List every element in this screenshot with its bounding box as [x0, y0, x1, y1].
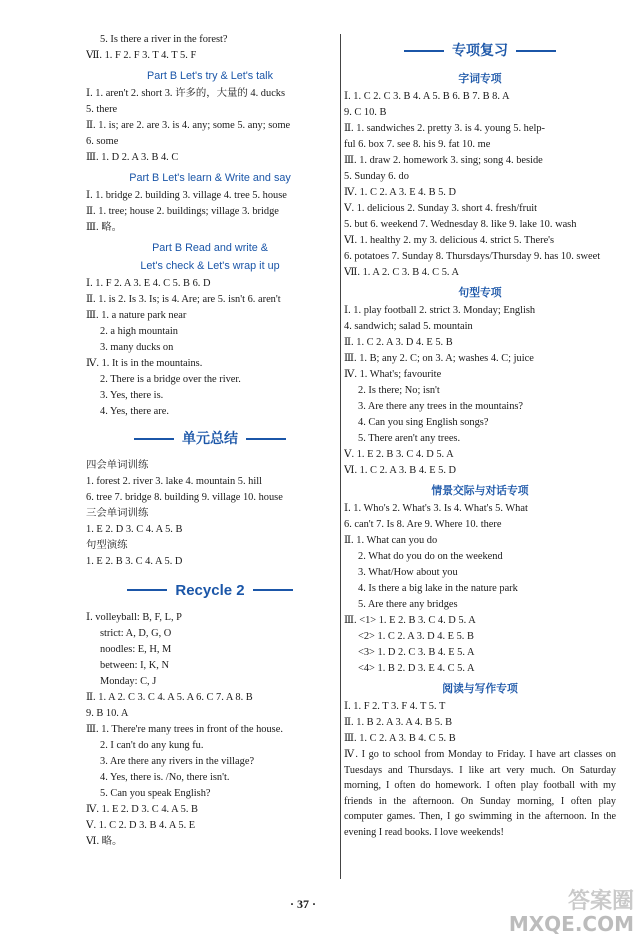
answer-line: Ⅲ. <1> 1. E 2. B 3. C 4. D 5. A: [344, 615, 476, 626]
answer-line: Ⅲ. 1. There're many trees in front of the house.: [86, 724, 283, 735]
answer-line: 9. B 10. A: [86, 708, 129, 719]
answer-line: 4. Is there a big lake in the nature park: [358, 583, 518, 594]
answer-line: <3> 1. D 2. C 3. B 4. E 5. A: [358, 647, 475, 658]
answer-line: Ⅲ. 1. B; any 2. C; on 3. A; washes 4. C; juice: [344, 353, 534, 364]
answer-line: 4. sandwich; salad 5. mountain: [344, 321, 473, 332]
unit-summary-title: 单元总结: [182, 431, 238, 447]
special-review-heading: [344, 36, 616, 66]
answer-line: Ⅳ. 1. It is in the mountains.: [86, 358, 203, 369]
answer-line: 3. Yes, there is.: [100, 390, 164, 401]
section-heading-sentence: 句型专项: [458, 287, 502, 299]
answer-line: Ⅰ. 1. C 2. C 3. B 4. A 5. B 6. B 7. B 8. A: [344, 91, 510, 102]
answer-line: 5. There aren't any trees.: [358, 433, 461, 444]
answer-line: 5. there: [86, 104, 118, 115]
column-divider: [340, 34, 341, 879]
top-answers: [86, 32, 334, 64]
answer-line: 6. can't 7. Is 8. Are 9. Where 10. there: [344, 519, 502, 530]
recycle-answers: [86, 610, 334, 850]
answer-line: Ⅶ. 1. A 2. C 3. B 4. C 5. A: [344, 267, 460, 278]
answer-line: Ⅱ. 1. C 2. A 3. D 4. E 5. B: [344, 337, 453, 348]
watermark-logo: [509, 891, 634, 935]
section-heading-part-b-learn-write: Part B Let's learn & Write and say: [129, 172, 291, 184]
answer-line: 3. many ducks on: [100, 342, 174, 353]
answer-line: Ⅴ. 1. delicious 2. Sunday 3. short 4. fresh/fruit: [344, 203, 538, 214]
answer-line: Ⅰ. volleyball: B, F, L, P: [86, 612, 182, 623]
unit-summary-label-3: 句型演练: [86, 540, 128, 551]
essay-paragraph: Ⅳ. I go to school from Monday to Friday. I have art classes on Tuesdays and Thursdays. I like art very much. On Saturday morning, I often do homework. I often play football with my friends in the afternoon. On Sunday morning, I often play computer games. Then, I go swimming in the afternoon. In the evening I read books. I love weekends!: [344, 749, 616, 838]
answer-line: Ⅱ. 1. tree; house 2. buildings; village 3. bridge: [86, 206, 279, 217]
answer-line: 1. E 2. B 3. C 4. A 5. D: [86, 556, 183, 567]
answer-line: 1. E 2. D 3. C 4. A 5. B: [86, 524, 183, 535]
dialogue-answers: [344, 501, 616, 677]
answer-line: noodles: E, H, M: [100, 644, 172, 655]
answer-line: ful 6. box 7. see 8. his 9. fat 10. me: [344, 139, 491, 150]
answer-line: <4> 1. B 2. D 3. E 4. C 5. A: [358, 663, 475, 674]
answer-line: 2. a high mountain: [100, 326, 178, 337]
left-column: [86, 32, 334, 850]
part-b-try-talk-answers: [86, 86, 334, 166]
answer-line: 2. There is a bridge over the river.: [100, 374, 241, 385]
heading-rule-right: [253, 589, 293, 591]
unit-summary-label-2: 三会单词训练: [86, 508, 149, 519]
heading-rule-right: [516, 50, 556, 52]
vocab-answers: [344, 89, 616, 281]
answer-line: Ⅵ. 1. C 2. A 3. B 4. E 5. D: [344, 465, 457, 476]
watermark-line-2: MXQE.COM: [508, 912, 634, 936]
heading-rule-left: [127, 589, 167, 591]
answer-line: 5. but 6. weekend 7. Wednesday 8. like 9. lake 10. wash: [344, 219, 577, 230]
recycle-heading: [86, 574, 334, 606]
answer-line: 3. What/How about you: [358, 567, 458, 578]
answer-line: 2. I can't do any kung fu.: [100, 740, 204, 751]
answer-line: Ⅰ. 1. bridge 2. building 3. village 4. tree 5. house: [86, 190, 287, 201]
unit-summary-answers-2: [86, 522, 334, 538]
answer-line: Ⅶ. 1. F 2. F 3. T 4. T 5. F: [86, 50, 197, 61]
right-column: [344, 32, 616, 841]
answer-line: Ⅲ. 1. D 2. A 3. B 4. C: [86, 152, 179, 163]
answer-line: Ⅵ. 1. healthy 2. my 3. delicious 4. strict 5. There's: [344, 235, 555, 246]
answer-line: Monday: C, J: [100, 676, 157, 687]
answer-line: Ⅰ. 1. aren't 2. short 3. 许多的，大量的 4. ducks: [86, 88, 286, 99]
answer-line: Ⅳ. 1. E 2. D 3. C 4. A 5. B: [86, 804, 198, 815]
answer-line: 6. potatoes 7. Sunday 8. Thursdays/Thursday 9. has 10. sweet: [344, 251, 601, 262]
unit-summary-label-1: 四会单词训练: [86, 460, 149, 471]
answer-line: 6. some: [86, 136, 119, 147]
answer-line: 5. Sunday 6. do: [344, 171, 409, 182]
answer-line: 4. Yes, there are.: [100, 406, 169, 417]
answer-line: Ⅱ. 1. is 2. Is 3. Is; is 4. Are; are 5. isn't 6. aren't: [86, 294, 281, 305]
answer-line: 3. Are there any trees in the mountains?: [358, 401, 524, 412]
section-heading-reading: 阅读与写作专项: [442, 683, 518, 695]
unit-summary-answers-3: [86, 554, 334, 570]
answer-line: 6. tree 7. bridge 8. building 9. village 10. house: [86, 492, 283, 503]
answer-line: Ⅴ. 1. E 2. B 3. C 4. D 5. A: [344, 449, 454, 460]
answer-line: Ⅳ. 1. C 2. A 3. E 4. B 5. D: [344, 187, 456, 198]
answer-line: 4. Can you sing English songs?: [358, 417, 489, 428]
reading-answers: [344, 699, 616, 747]
answer-line: 5. Is there a river in the forest?: [100, 34, 228, 45]
answer-line: Ⅰ. 1. F 2. T 3. F 4. T 5. T: [344, 701, 446, 712]
answer-line: 3. Are there any rivers in the village?: [100, 756, 255, 767]
watermark-line-1: 答案圈: [567, 889, 634, 914]
answer-line: between: I, K, N: [100, 660, 169, 671]
page-number: · 37 ·: [290, 897, 317, 911]
answer-line: Ⅲ. 1. a nature park near: [86, 310, 187, 321]
sentence-answers: [344, 303, 616, 479]
part-b-read-write-answers: [86, 276, 334, 420]
heading-rule-right: [246, 438, 286, 440]
answer-line: 4. Yes, there is. /No, there isn't.: [100, 772, 230, 783]
answer-line: 2. Is there; No; isn't: [358, 385, 440, 396]
section-heading-part-b-read-write: Part B Read and write &: [152, 242, 268, 254]
answer-line: Ⅱ. 1. What can you do: [344, 535, 438, 546]
answer-line: 9. C 10. B: [344, 107, 387, 118]
section-heading-vocab: 字词专项: [458, 73, 502, 85]
answer-line: Ⅱ. 1. sandwiches 2. pretty 3. is 4. young 5. help-: [344, 123, 545, 134]
answer-line: Ⅲ. 1. C 2. A 3. B 4. C 5. B: [344, 733, 456, 744]
answer-line: Ⅲ. 1. draw 2. homework 3. sing; song 4. beside: [344, 155, 543, 166]
answer-line: Ⅰ. 1. play football 2. strict 3. Monday; English: [344, 305, 536, 316]
answer-line: Ⅱ. 1. is; are 2. are 3. is 4. any; some 5. any; some: [86, 120, 291, 131]
part-b-learn-write-answers: [86, 188, 334, 236]
answer-line: Ⅱ. 1. B 2. A 3. A 4. B 5. B: [344, 717, 453, 728]
answer-line: 2. What do you do on the weekend: [358, 551, 503, 562]
answer-line: 5. Can you speak English?: [100, 788, 211, 799]
answer-line: 1. forest 2. river 3. lake 4. mountain 5. hill: [86, 476, 263, 487]
recycle-title: Recycle 2: [175, 582, 245, 599]
answer-line: Ⅰ. 1. F 2. A 3. E 4. C 5. B 6. D: [86, 278, 211, 289]
unit-summary-heading: [86, 424, 334, 454]
heading-rule-left: [134, 438, 174, 440]
answer-line: 5. Are there any bridges: [358, 599, 458, 610]
answer-line: strict: A, D, G, O: [100, 628, 172, 639]
answer-line: <2> 1. C 2. A 3. D 4. E 5. B: [358, 631, 474, 642]
answer-line: Ⅲ. 略。: [86, 222, 122, 233]
special-review-title: 专项复习: [452, 43, 508, 59]
answer-line: Ⅵ. 略。: [86, 836, 123, 847]
answer-line: Ⅴ. 1. C 2. D 3. B 4. A 5. E: [86, 820, 196, 831]
unit-summary-answers-1: [86, 474, 334, 506]
answer-line: Ⅰ. 1. Who's 2. What's 3. Is 4. What's 5. What: [344, 503, 528, 514]
section-heading-part-b-try-talk: Part B Let's try & Let's talk: [147, 70, 273, 82]
answer-line: Ⅳ. 1. What's; favourite: [344, 369, 442, 380]
section-heading-part-b-check-wrap: Let's check & Let's wrap it up: [140, 260, 280, 272]
heading-rule-left: [404, 50, 444, 52]
section-heading-dialogue: 情景交际与对话专项: [431, 485, 529, 497]
answer-line: Ⅱ. 1. A 2. C 3. C 4. A 5. A 6. C 7. A 8. B: [86, 692, 253, 703]
